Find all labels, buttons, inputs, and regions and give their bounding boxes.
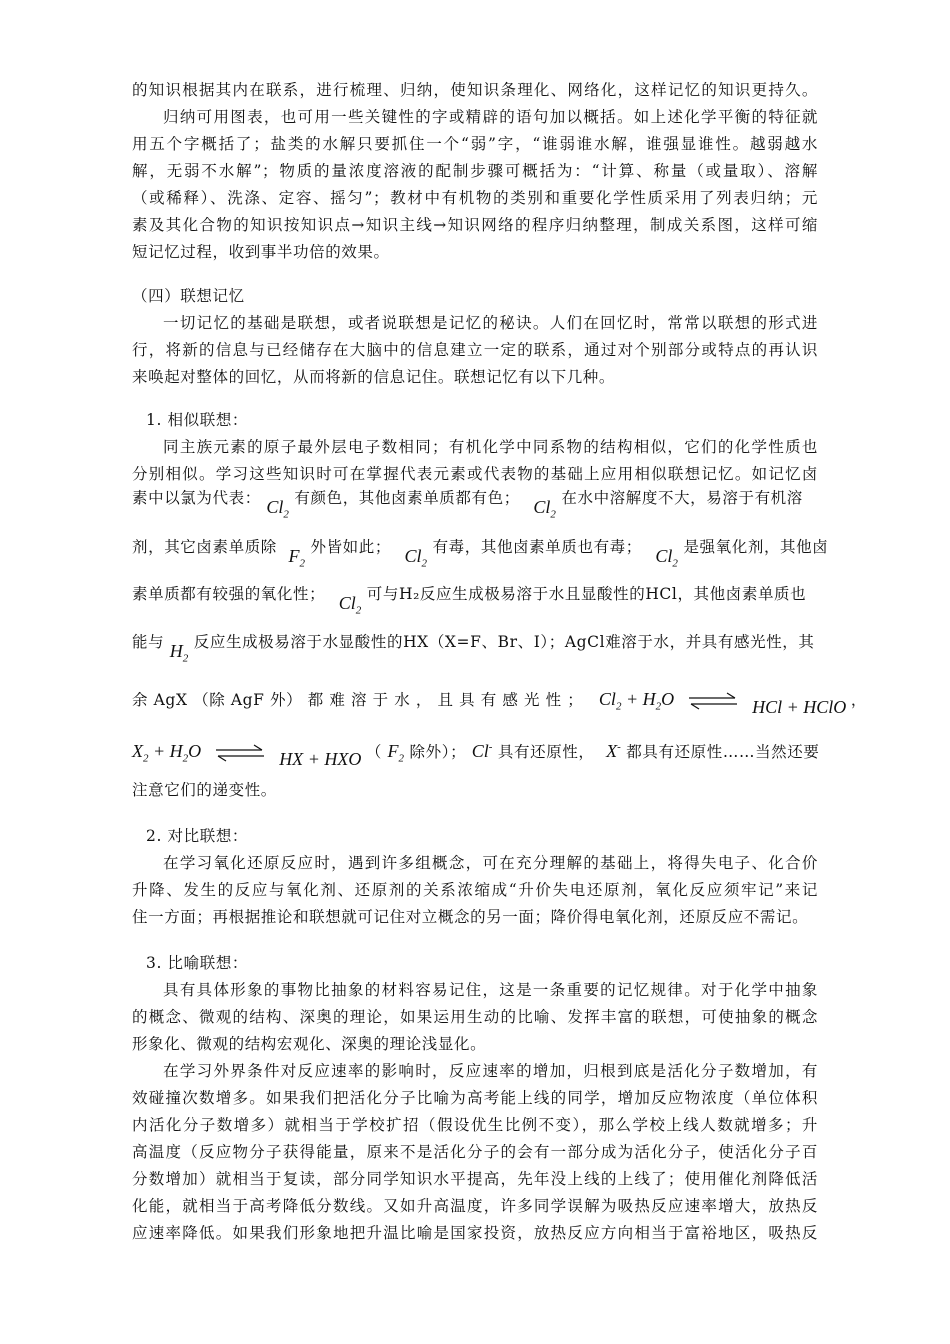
formula-line: 剂，其它卤素单质除 $F_2$ 外皆如此； $Cl_2$ 有毒，其他卤素单质也有毒； $Cl_2$ 是强氧化剂，其他卤 [132, 535, 828, 565]
paragraph-line: 应速率降低。如果我们形象地把升温比喻是国家投资，放热反应方向相当于富裕地区，吸热反 [132, 1224, 818, 1242]
paragraph-line: 一切记忆的基础是联想，或者说联想是记忆的秘诀。人们在回忆时，常常以联想的形式进 [163, 314, 818, 332]
formula-f2: $F_2$ [387, 741, 404, 765]
formula-line: 能与 $H_2$ 反应生成极易溶于水显酸性的HX（X=F、Br、I）；AgCl难溶于水，并具有感光性，其 [132, 630, 815, 660]
section-heading: （四）联想记忆 [132, 287, 245, 305]
paragraph-line: 形象化、微观的结构宏观化、深奥的理论浅显化。 [132, 1035, 487, 1053]
paragraph-line: 注意它们的递变性。 [132, 781, 277, 799]
paragraph-line: 归纳可用图表，也可用一些关键性的字或精辟的语句加以概括。如上述化学平衡的特征就 [163, 108, 818, 126]
formula-cl2: $Cl_2$ [266, 497, 289, 521]
paragraph-line: 的概念、微观的结构、深奥的理论，如果运用生动的比喻、发挥丰富的联想，可使抽象的概念 [132, 1008, 818, 1026]
formula-h2: $H_2$ [169, 641, 189, 665]
paragraph-line: 升降、发生的反应与氧化剂、还原剂的关系浓缩成“升价失电还原剂，氧化反应须牢记”来记 [132, 881, 818, 899]
paragraph-line: 在学习氧化还原反应时，遇到许多组概念，可在充分理解的基础上，将得失电子、化合价 [163, 854, 818, 872]
formula-line: 素中以氯为代表： $Cl_2$ 有颜色，其他卤素单质都有色； $Cl_2$ 在水中溶解度不大，易溶于有机溶 [132, 486, 803, 516]
paragraph-line: 素及其化合物的知识按知识点→知识主线→知识网络的程序归纳整理，制成关系图，这样可缩 [132, 216, 818, 234]
paragraph-line: 化能，就相当于高考降低分数线。又如升高温度，许多同学误解为吸热反应速率增大，放热反 [132, 1197, 818, 1215]
equation-products: HX + HXO [279, 749, 362, 769]
paragraph-line: 具有具体形象的事物比抽象的材料容易记住，这是一条重要的记忆规律。对于化学中抽象 [163, 981, 818, 999]
item-title: 2. 对比联想： [146, 827, 249, 845]
equilibrium-arrow-icon [214, 744, 266, 762]
equation-line: $X_2 + H_2O$ HX + HXO （ $F_2$ 除外）； Cl- 具有还原性， X- 都具有还原性……当然还要 [132, 741, 820, 769]
formula-cl2: $Cl_2$ [655, 546, 678, 570]
formula-cl-ion: Cl- [471, 741, 493, 761]
paragraph-line: 效碰撞次数增多。如果我们把活化分子比喻为高考能上线的同学，增加反应物浓度（单位体积 [132, 1089, 818, 1107]
paragraph-line: 行，将新的信息与已经储存在大脑中的信息建立一定的联系，通过对个别部分或特点的再认识 [132, 341, 818, 359]
equation-cl2-water: $Cl_2 + H_2O$ [598, 689, 675, 713]
formula-x-ion: X- [606, 741, 621, 761]
equilibrium-arrow-icon [687, 692, 739, 710]
equation-line: 余 AgX （除 AgF 外） 都 难 溶 于 水 ， 且 具 有 感 光 性 ； $Cl_2 + H_2O$ HCl + HClO ， [132, 689, 867, 717]
paragraph-line: 高温度（反应物分子获得能量，原来不是活化分子的会有一部分成为活化分子，使活化分子百 [132, 1143, 818, 1161]
formula-cl2: $Cl_2$ [338, 593, 362, 617]
paragraph-line: 来唤起对整体的回忆，从而将新的信息记住。联想记忆有以下几种。 [132, 368, 616, 386]
item-title: 1. 相似联想： [146, 411, 249, 429]
paragraph-line: 分数增加）就相当于复读，部分同学知识水平提高，先年没上线的上线了；使用催化剂降低活 [132, 1170, 818, 1188]
formula-cl2: $Cl_2$ [404, 546, 428, 570]
paragraph-line: 的知识根据其内在联系，进行梳理、归纳，使知识条理化、网络化，这样记忆的知识更持久。 [132, 81, 818, 99]
formula-f2: $F_2$ [288, 546, 305, 570]
formula-line: 素单质都有较强的氧化性； $Cl_2$ 可与H₂反应生成极易溶于水且显酸性的HCl，其他卤素单质也 [132, 582, 806, 612]
paragraph-line: 住一方面；再根据推论和联想就可记住对立概念的另一面；降价得电氧化剂，还原反应不需记。 [132, 908, 809, 926]
equation-products: HCl + HClO [752, 697, 847, 717]
formula-cl2: $Cl_2$ [533, 497, 556, 521]
paragraph-line: （或稀释）、洗涤、定容、摇匀”；教材中有机物的类别和重要化学性质采用了列表归纳；元 [132, 189, 818, 207]
paragraph-line: 内活化分子数增多）就相当于学校扩招（假设优生比例不变），那么学校上线人数就增多；升 [132, 1116, 818, 1134]
equation-x2-water: $X_2 + H_2O$ [132, 741, 202, 765]
paragraph-line: 用五个字概括了；盐类的水解只要抓住一个“弱”字，“谁弱谁水解，谁强显谁性。越弱越水 [132, 135, 818, 153]
paragraph-line: 解，无弱不水解”；物质的量浓度溶液的配制步骤可概括为：“计算、称量（或量取）、溶解 [132, 162, 818, 180]
paragraph-line: 同主族元素的原子最外层电子数相同；有机化学中同系物的结构相似，它们的化学性质也 [163, 438, 818, 456]
item-title: 3. 比喻联想： [146, 954, 249, 972]
paragraph-line: 分别相似。学习这些知识时可在掌握代表元素或代表物的基础上应用相似联想记忆。如记忆卤 [132, 465, 818, 483]
paragraph-line: 短记忆过程，收到事半功倍的效果。 [132, 243, 390, 261]
paragraph-line: 在学习外界条件对反应速率的影响时，反应速率的增加，归根到底是活化分子数增加，有 [163, 1062, 818, 1080]
